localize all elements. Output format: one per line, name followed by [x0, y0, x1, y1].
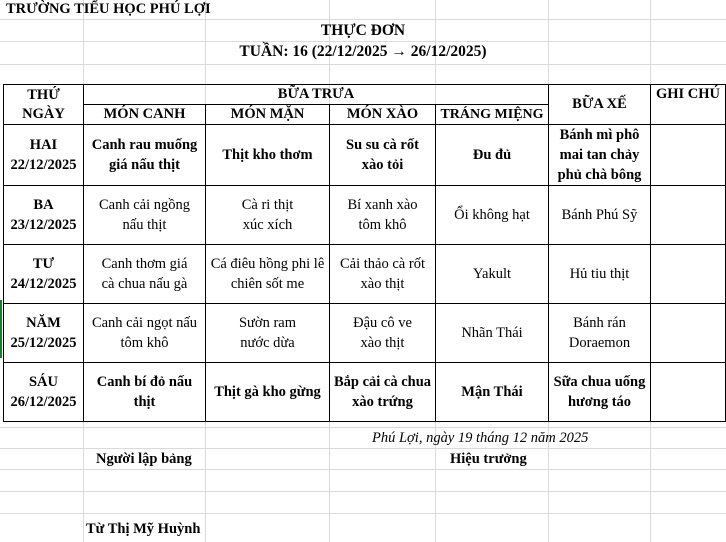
snack-line: mai tan chảy	[559, 147, 640, 163]
stir-fry-line: Su su cà rốt	[346, 137, 419, 153]
stir-fry-line: xào trứng	[352, 394, 413, 410]
soup-line: thịt	[133, 394, 156, 410]
main-dish-line: xúc xích	[242, 217, 293, 233]
stir-fry-line: Bí xanh xào	[347, 197, 418, 213]
notes-cell[interactable]	[651, 304, 726, 363]
soup-line: Canh cải ngọt nấu	[91, 315, 198, 331]
day-date: 22/12/2025	[10, 157, 77, 173]
snack-cell[interactable]	[549, 125, 651, 186]
day-cell[interactable]	[4, 245, 84, 304]
snack-line: Bánh mì phô	[559, 127, 640, 143]
day-name: BA	[33, 197, 54, 213]
menu-row	[4, 304, 726, 363]
snack-line: Bánh rán	[573, 315, 626, 331]
stir-fry-line: xào tỏi	[361, 157, 404, 173]
stir-fry-cell[interactable]	[330, 186, 436, 245]
row-selection-marker	[0, 300, 2, 358]
preparer-name: Từ Thị Mỹ Huỳnh	[86, 521, 201, 537]
day-header[interactable]	[4, 85, 84, 125]
stir-fry-line: Đậu cô ve	[353, 315, 412, 331]
soup-cell[interactable]	[84, 125, 206, 186]
day-date: 26/12/2025	[10, 394, 77, 410]
soup-line: Canh thơm giá	[101, 256, 188, 272]
ngay-label: NGÀY	[22, 105, 65, 122]
menu-row	[4, 125, 726, 186]
snack-cell[interactable]	[549, 363, 651, 422]
day-date: 25/12/2025	[10, 335, 77, 351]
stir-fry-line: Bắp cải cà chua	[333, 374, 432, 390]
day-date: 24/12/2025	[10, 276, 77, 292]
menu-table	[3, 84, 726, 422]
snack-cell[interactable]: Hủ tiu thịt	[549, 245, 651, 304]
soup-cell[interactable]	[84, 186, 206, 245]
soup-line: Canh rau muống	[91, 137, 198, 153]
snack-header[interactable]: BỮA XẾ	[549, 85, 651, 125]
dessert-cell[interactable]: Đu đủ	[436, 125, 549, 186]
soup-cell[interactable]	[84, 245, 206, 304]
stir-fry-line: tôm khô	[358, 217, 407, 233]
soup-cell[interactable]	[84, 304, 206, 363]
notes-header[interactable]: GHI CHÚ	[651, 85, 726, 125]
preparer-title: Người lập bảng	[96, 451, 192, 467]
main-dish-line: Cá điêu hồng phi lê	[210, 256, 325, 272]
day-name: HAI	[29, 137, 58, 153]
day-name: NĂM	[26, 315, 61, 331]
notes-cell[interactable]	[651, 363, 726, 422]
thu-label: THỨ	[27, 86, 60, 103]
dessert-cell[interactable]: Ổi không hạt	[436, 186, 549, 245]
main-dish-cell[interactable]	[206, 304, 330, 363]
snack-line: hương táo	[567, 394, 632, 410]
main-dish-line: Thịt gà kho gừng	[214, 384, 321, 400]
main-dish-line: nước dừa	[240, 335, 295, 351]
main-dish-line: Cà ri thịt	[241, 197, 294, 213]
stir-fry-line: xào thịt	[360, 276, 405, 292]
day-cell[interactable]	[4, 125, 84, 186]
main-dish-line: chiên sốt me	[230, 276, 305, 292]
day-cell[interactable]	[4, 363, 84, 422]
principal-title: Hiệu trưởng	[450, 451, 527, 467]
soup-line: nấu thịt	[122, 217, 167, 233]
notes-cell[interactable]	[651, 125, 726, 186]
stir-fry-header[interactable]: MÓN XÀO	[330, 105, 436, 125]
soup-line: Canh cải ngồng	[98, 197, 190, 213]
lunch-header[interactable]: BỮA TRƯA	[84, 85, 549, 105]
main-dish-line: Sườn ram	[238, 315, 296, 331]
soup-line: tôm khô	[120, 335, 169, 351]
menu-title: THỰC ĐƠN	[320, 22, 406, 39]
dessert-cell[interactable]: Yakult	[436, 245, 549, 304]
notes-cell[interactable]	[651, 245, 726, 304]
stir-fry-cell[interactable]	[330, 245, 436, 304]
main-dish-line: Thịt kho thơm	[222, 147, 313, 163]
place-date: Phú Lợi, ngày 19 tháng 12 năm 2025	[372, 430, 589, 446]
day-date: 23/12/2025	[10, 217, 77, 233]
menu-row	[4, 245, 726, 304]
menu-row	[4, 363, 726, 422]
snack-line: phủ chà bông	[557, 167, 642, 183]
main-dish-cell[interactable]	[206, 186, 330, 245]
snack-cell[interactable]	[549, 304, 651, 363]
school-name: TRƯỜNG TIỂU HỌC PHÚ LỢI	[6, 1, 211, 17]
soup-header[interactable]: MÓN CANH	[84, 105, 206, 125]
week-label: TUẦN: 16 (22/12/2025 → 26/12/2025)	[239, 43, 487, 60]
main-dish-cell[interactable]	[206, 125, 330, 186]
stir-fry-cell[interactable]	[330, 363, 436, 422]
stir-fry-cell[interactable]	[330, 304, 436, 363]
dessert-cell[interactable]: Mận Thái	[436, 363, 549, 422]
day-cell[interactable]	[4, 304, 84, 363]
snack-cell[interactable]: Bánh Phú Sỹ	[549, 186, 651, 245]
main-dish-cell[interactable]	[206, 363, 330, 422]
stir-fry-line: xào thịt	[360, 335, 405, 351]
header-row-1	[4, 85, 726, 105]
soup-cell[interactable]	[84, 363, 206, 422]
stir-fry-line: Cải thảo cà rốt	[340, 256, 425, 272]
snack-line: Sữa chua uống	[553, 374, 646, 390]
day-name: TƯ	[32, 256, 55, 272]
menu-row	[4, 186, 726, 245]
dessert-header[interactable]: TRÁNG MIỆNG	[436, 105, 549, 125]
dessert-cell[interactable]: Nhãn Thái	[436, 304, 549, 363]
main-dish-header[interactable]: MÓN MẶN	[206, 105, 330, 125]
soup-line: Canh bí đỏ nấu	[96, 374, 193, 390]
day-name: SÁU	[28, 374, 58, 390]
soup-line: cà chua nấu gà	[101, 276, 188, 292]
notes-cell[interactable]	[651, 186, 726, 245]
main-dish-cell[interactable]	[206, 245, 330, 304]
stir-fry-cell[interactable]	[330, 125, 436, 186]
snack-line: Doraemon	[568, 335, 631, 351]
day-cell[interactable]	[4, 186, 84, 245]
soup-line: giá nấu thịt	[109, 157, 180, 173]
